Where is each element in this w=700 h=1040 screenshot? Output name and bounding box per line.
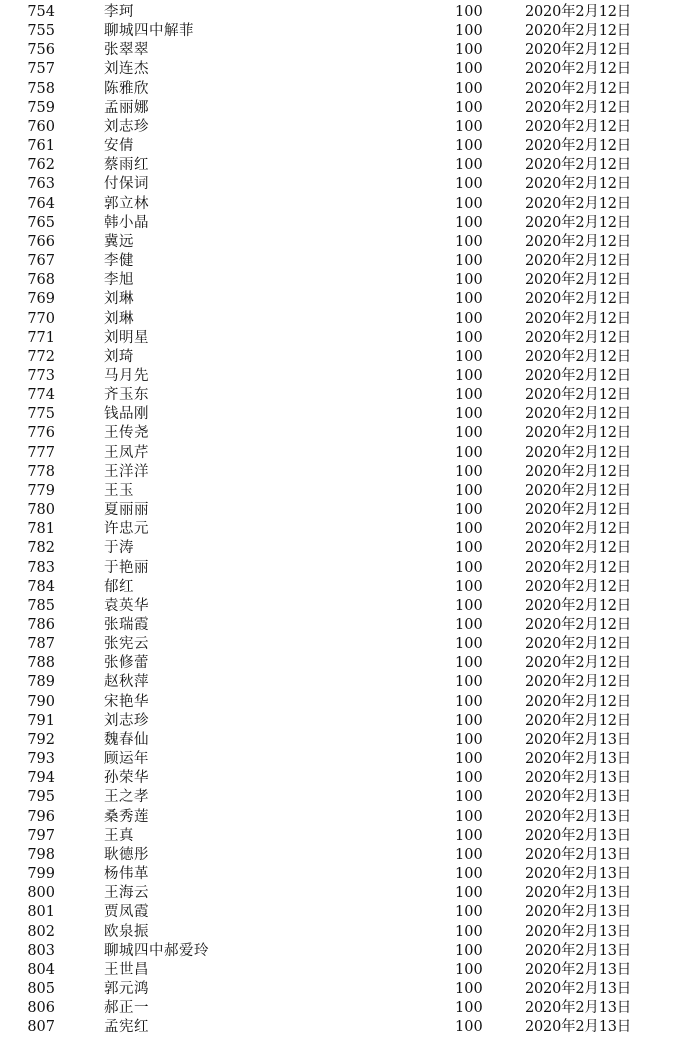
donor-name: 王之孝 xyxy=(104,789,149,806)
donation-amount: 100 xyxy=(455,808,483,825)
donation-date: 2020年2月12日 xyxy=(525,99,632,116)
donation-amount: 100 xyxy=(455,827,483,844)
donation-amount: 100 xyxy=(455,444,483,461)
donation-amount: 100 xyxy=(455,846,483,863)
donor-name: 孟丽娜 xyxy=(104,99,149,116)
table-row xyxy=(22,233,652,252)
table-row xyxy=(22,444,652,463)
donation-date: 2020年2月13日 xyxy=(525,961,632,978)
donor-name: 刘琦 xyxy=(104,348,134,365)
table-row xyxy=(22,1018,652,1037)
donor-name: 刘志珍 xyxy=(104,712,149,729)
table-row xyxy=(22,808,652,827)
row-number: 773 xyxy=(27,367,55,384)
donation-amount: 100 xyxy=(455,253,483,270)
table-row xyxy=(22,60,652,79)
donor-name: 郭立林 xyxy=(104,195,149,212)
donation-amount: 100 xyxy=(455,291,483,308)
row-number: 775 xyxy=(27,406,55,423)
donation-date: 2020年2月12日 xyxy=(525,118,632,135)
table-row xyxy=(22,923,652,942)
donation-date: 2020年2月12日 xyxy=(525,138,632,155)
donation-amount: 100 xyxy=(455,693,483,710)
donation-amount: 100 xyxy=(455,655,483,672)
donation-amount: 100 xyxy=(455,214,483,231)
donation-amount: 100 xyxy=(455,540,483,557)
table-row xyxy=(22,386,652,405)
donation-date: 2020年2月12日 xyxy=(525,502,632,519)
donation-date: 2020年2月12日 xyxy=(525,253,632,270)
row-number: 793 xyxy=(27,751,55,768)
donor-name: 王玉 xyxy=(104,482,134,499)
row-number: 767 xyxy=(27,253,55,270)
donor-name: 郝正一 xyxy=(104,1000,149,1017)
donation-amount: 100 xyxy=(455,712,483,729)
donor-name: 欧泉振 xyxy=(104,923,149,940)
donor-name: 王洋洋 xyxy=(104,463,149,480)
donation-amount: 100 xyxy=(455,463,483,480)
table-row xyxy=(22,846,652,865)
donor-name: 孙荣华 xyxy=(104,770,149,787)
row-number: 771 xyxy=(27,329,55,346)
table-row xyxy=(22,903,652,922)
row-number: 807 xyxy=(27,1019,55,1036)
donor-name: 桑秀莲 xyxy=(104,808,149,825)
donation-date: 2020年2月13日 xyxy=(525,942,632,959)
donation-date: 2020年2月13日 xyxy=(525,1000,632,1017)
donation-date: 2020年2月13日 xyxy=(525,789,632,806)
row-number: 774 xyxy=(27,387,55,404)
table-row xyxy=(22,22,652,41)
table-row xyxy=(22,482,652,501)
table-row xyxy=(22,654,652,673)
donation-date: 2020年2月12日 xyxy=(525,329,632,346)
donation-date: 2020年2月13日 xyxy=(525,904,632,921)
donor-name: 韩小晶 xyxy=(104,214,149,231)
row-number: 806 xyxy=(27,1000,55,1017)
table-row xyxy=(22,41,652,60)
table-row xyxy=(22,405,652,424)
donation-amount: 100 xyxy=(455,731,483,748)
donor-name: 李珂 xyxy=(104,4,134,20)
row-number: 779 xyxy=(27,482,55,499)
donation-date: 2020年2月12日 xyxy=(525,655,632,672)
row-number: 765 xyxy=(27,214,55,231)
table-row xyxy=(22,635,652,654)
row-number: 758 xyxy=(27,80,55,97)
table-row xyxy=(22,597,652,616)
donation-date: 2020年2月12日 xyxy=(525,521,632,538)
table-row xyxy=(22,673,652,692)
donor-name: 聊城四中郝爱玲 xyxy=(104,942,209,959)
row-number: 797 xyxy=(27,827,55,844)
donation-amount: 100 xyxy=(455,482,483,499)
donation-amount: 100 xyxy=(455,176,483,193)
donation-date: 2020年2月12日 xyxy=(525,23,632,40)
donor-name: 李旭 xyxy=(104,272,134,289)
donation-date: 2020年2月13日 xyxy=(525,846,632,863)
row-number: 804 xyxy=(27,961,55,978)
table-row xyxy=(22,195,652,214)
donation-amount: 100 xyxy=(455,138,483,155)
donation-date: 2020年2月13日 xyxy=(525,731,632,748)
table-row xyxy=(22,367,652,386)
donation-date: 2020年2月12日 xyxy=(525,406,632,423)
donation-date: 2020年2月12日 xyxy=(525,195,632,212)
donor-name: 张宪云 xyxy=(104,636,149,653)
row-number: 787 xyxy=(27,636,55,653)
row-number: 784 xyxy=(27,578,55,595)
donor-name: 刘连杰 xyxy=(104,61,149,78)
row-number: 800 xyxy=(27,885,55,902)
row-number: 760 xyxy=(27,118,55,135)
table-row xyxy=(22,884,652,903)
row-number: 761 xyxy=(27,138,55,155)
table-row xyxy=(22,463,652,482)
donor-name: 齐玉东 xyxy=(104,387,149,404)
donation-amount: 100 xyxy=(455,1000,483,1017)
donation-date: 2020年2月13日 xyxy=(525,770,632,787)
donor-name: 钱品刚 xyxy=(104,406,149,423)
table-row xyxy=(22,731,652,750)
donation-amount: 100 xyxy=(455,502,483,519)
table-row xyxy=(22,769,652,788)
donor-name: 张翠翠 xyxy=(104,42,149,59)
donor-name: 耿德彤 xyxy=(104,846,149,863)
table-body xyxy=(22,3,652,1037)
row-number: 759 xyxy=(27,99,55,116)
donor-name: 王海云 xyxy=(104,885,149,902)
donation-amount: 100 xyxy=(455,118,483,135)
donation-date: 2020年2月12日 xyxy=(525,367,632,384)
row-number: 763 xyxy=(27,176,55,193)
table-row xyxy=(22,252,652,271)
donation-amount: 100 xyxy=(455,904,483,921)
donation-amount: 100 xyxy=(455,597,483,614)
donation-date: 2020年2月13日 xyxy=(525,980,632,997)
donor-name: 贾凤霞 xyxy=(104,904,149,921)
table-row xyxy=(22,137,652,156)
donation-amount: 100 xyxy=(455,310,483,327)
row-number: 792 xyxy=(27,731,55,748)
row-number: 783 xyxy=(27,559,55,576)
table-row xyxy=(22,578,652,597)
table-row xyxy=(22,999,652,1018)
row-number: 803 xyxy=(27,942,55,959)
table-row xyxy=(22,750,652,769)
donation-date: 2020年2月13日 xyxy=(525,827,632,844)
row-number: 777 xyxy=(27,444,55,461)
donation-date: 2020年2月12日 xyxy=(525,636,632,653)
row-number: 756 xyxy=(27,42,55,59)
donor-name: 陈雅欣 xyxy=(104,80,149,97)
donation-date: 2020年2月13日 xyxy=(525,751,632,768)
row-number: 805 xyxy=(27,980,55,997)
donation-amount: 100 xyxy=(455,961,483,978)
table-row xyxy=(22,501,652,520)
donation-amount: 100 xyxy=(455,578,483,595)
table-row xyxy=(22,271,652,290)
donation-date: 2020年2月12日 xyxy=(525,61,632,78)
table-row xyxy=(22,559,652,578)
table-row xyxy=(22,980,652,999)
row-number: 755 xyxy=(27,23,55,40)
table-row xyxy=(22,214,652,233)
donation-amount: 100 xyxy=(455,348,483,365)
donation-date: 2020年2月12日 xyxy=(525,482,632,499)
row-number: 782 xyxy=(27,540,55,557)
donation-amount: 100 xyxy=(455,42,483,59)
donation-table xyxy=(22,3,652,1037)
donor-name: 王真 xyxy=(104,827,134,844)
table-row xyxy=(22,156,652,175)
row-number: 798 xyxy=(27,846,55,863)
donation-date: 2020年2月13日 xyxy=(525,923,632,940)
row-number: 802 xyxy=(27,923,55,940)
donation-amount: 100 xyxy=(455,406,483,423)
donation-date: 2020年2月12日 xyxy=(525,425,632,442)
donation-date: 2020年2月13日 xyxy=(525,1019,632,1036)
row-number: 785 xyxy=(27,597,55,614)
row-number: 795 xyxy=(27,789,55,806)
row-number: 799 xyxy=(27,866,55,883)
table-row xyxy=(22,290,652,309)
donor-name: 冀远 xyxy=(104,233,134,250)
row-number: 776 xyxy=(27,425,55,442)
donation-date: 2020年2月13日 xyxy=(525,808,632,825)
table-row xyxy=(22,310,652,329)
donor-name: 马月先 xyxy=(104,367,149,384)
donor-name: 付保词 xyxy=(104,176,149,193)
donation-amount: 100 xyxy=(455,387,483,404)
donor-name: 刘琳 xyxy=(104,310,134,327)
donation-amount: 100 xyxy=(455,770,483,787)
donation-amount: 100 xyxy=(455,521,483,538)
donation-date: 2020年2月12日 xyxy=(525,578,632,595)
row-number: 790 xyxy=(27,693,55,710)
donor-name: 张瑞霞 xyxy=(104,617,149,633)
donation-date: 2020年2月12日 xyxy=(525,463,632,480)
donor-name: 宋艳华 xyxy=(104,693,149,710)
donation-date: 2020年2月12日 xyxy=(525,214,632,231)
row-number: 788 xyxy=(27,655,55,672)
donation-date: 2020年2月12日 xyxy=(525,559,632,576)
donation-date: 2020年2月12日 xyxy=(525,540,632,557)
donation-date: 2020年2月12日 xyxy=(525,42,632,59)
table-row xyxy=(22,616,652,635)
table-row xyxy=(22,865,652,884)
donation-amount: 100 xyxy=(455,23,483,40)
donation-amount: 100 xyxy=(455,942,483,959)
table-row xyxy=(22,175,652,194)
donation-amount: 100 xyxy=(455,636,483,653)
row-number: 768 xyxy=(27,272,55,289)
donor-name: 王世昌 xyxy=(104,961,149,978)
donation-amount: 100 xyxy=(455,157,483,174)
donation-amount: 100 xyxy=(455,980,483,997)
donation-amount: 100 xyxy=(455,923,483,940)
donor-name: 蔡雨红 xyxy=(104,157,149,174)
table-row xyxy=(22,348,652,367)
donation-date: 2020年2月13日 xyxy=(525,885,632,902)
donation-amount: 100 xyxy=(455,885,483,902)
table-row xyxy=(22,712,652,731)
donation-amount: 100 xyxy=(455,425,483,442)
donor-name: 聊城四中解菲 xyxy=(104,23,194,40)
donor-name: 刘明星 xyxy=(104,329,149,346)
donation-date: 2020年2月12日 xyxy=(525,617,632,633)
table-row xyxy=(22,3,652,22)
donor-name: 杨伟革 xyxy=(104,866,149,883)
donation-date: 2020年2月12日 xyxy=(525,157,632,174)
donation-date: 2020年2月12日 xyxy=(525,4,632,20)
donation-amount: 100 xyxy=(455,559,483,576)
row-number: 780 xyxy=(27,502,55,519)
donation-amount: 100 xyxy=(455,272,483,289)
row-number: 791 xyxy=(27,712,55,729)
donor-name: 王凤芹 xyxy=(104,444,149,461)
row-number: 757 xyxy=(27,61,55,78)
row-number: 766 xyxy=(27,233,55,250)
donor-name: 袁英华 xyxy=(104,597,149,614)
donor-name: 赵秋萍 xyxy=(104,674,149,691)
donation-date: 2020年2月12日 xyxy=(525,310,632,327)
donor-name: 顾运年 xyxy=(104,751,149,768)
donation-date: 2020年2月12日 xyxy=(525,176,632,193)
donor-name: 安倩 xyxy=(104,138,134,155)
donation-date: 2020年2月12日 xyxy=(525,272,632,289)
donation-amount: 100 xyxy=(455,674,483,691)
table-row xyxy=(22,693,652,712)
row-number: 786 xyxy=(27,617,55,633)
donation-amount: 100 xyxy=(455,329,483,346)
donation-date: 2020年2月12日 xyxy=(525,674,632,691)
row-number: 789 xyxy=(27,674,55,691)
donor-name: 刘志珍 xyxy=(104,118,149,135)
donation-date: 2020年2月13日 xyxy=(525,866,632,883)
donor-name: 魏春仙 xyxy=(104,731,149,748)
table-row xyxy=(22,118,652,137)
donor-name: 孟宪红 xyxy=(104,1019,149,1036)
donation-amount: 100 xyxy=(455,61,483,78)
donor-name: 李健 xyxy=(104,253,134,270)
donor-name: 王传尧 xyxy=(104,425,149,442)
donation-amount: 100 xyxy=(455,99,483,116)
donor-name: 刘琳 xyxy=(104,291,134,308)
donation-amount: 100 xyxy=(455,195,483,212)
row-number: 762 xyxy=(27,157,55,174)
donation-amount: 100 xyxy=(455,1019,483,1036)
row-number: 754 xyxy=(27,4,55,20)
row-number: 794 xyxy=(27,770,55,787)
row-number: 801 xyxy=(27,904,55,921)
donation-amount: 100 xyxy=(455,751,483,768)
donor-name: 于艳丽 xyxy=(104,559,149,576)
donor-name: 许忠元 xyxy=(104,521,149,538)
donor-name: 郁红 xyxy=(104,578,134,595)
donor-name: 张修蕾 xyxy=(104,655,149,672)
table-row xyxy=(22,961,652,980)
table-row xyxy=(22,424,652,443)
donation-date: 2020年2月12日 xyxy=(525,291,632,308)
row-number: 769 xyxy=(27,291,55,308)
table-row xyxy=(22,99,652,118)
donation-date: 2020年2月12日 xyxy=(525,348,632,365)
table-row xyxy=(22,520,652,539)
row-number: 778 xyxy=(27,463,55,480)
donor-name: 夏丽丽 xyxy=(104,502,149,519)
donation-amount: 100 xyxy=(455,80,483,97)
row-number: 772 xyxy=(27,348,55,365)
donation-date: 2020年2月12日 xyxy=(525,712,632,729)
table-row xyxy=(22,539,652,558)
table-row xyxy=(22,788,652,807)
donation-date: 2020年2月12日 xyxy=(525,444,632,461)
donor-name: 于涛 xyxy=(104,540,134,557)
donation-amount: 100 xyxy=(455,617,483,633)
table-row xyxy=(22,827,652,846)
donor-name: 郭元鸿 xyxy=(104,980,149,997)
row-number: 796 xyxy=(27,808,55,825)
row-number: 781 xyxy=(27,521,55,538)
donation-amount: 100 xyxy=(455,866,483,883)
donation-amount: 100 xyxy=(455,233,483,250)
table-row xyxy=(22,80,652,99)
table-row xyxy=(22,942,652,961)
donation-date: 2020年2月12日 xyxy=(525,233,632,250)
donation-amount: 100 xyxy=(455,367,483,384)
donation-date: 2020年2月12日 xyxy=(525,80,632,97)
donation-date: 2020年2月12日 xyxy=(525,597,632,614)
donation-amount: 100 xyxy=(455,4,483,20)
table-row xyxy=(22,329,652,348)
row-number: 770 xyxy=(27,310,55,327)
donation-date: 2020年2月12日 xyxy=(525,387,632,404)
row-number: 764 xyxy=(27,195,55,212)
donation-amount: 100 xyxy=(455,789,483,806)
donation-date: 2020年2月12日 xyxy=(525,693,632,710)
